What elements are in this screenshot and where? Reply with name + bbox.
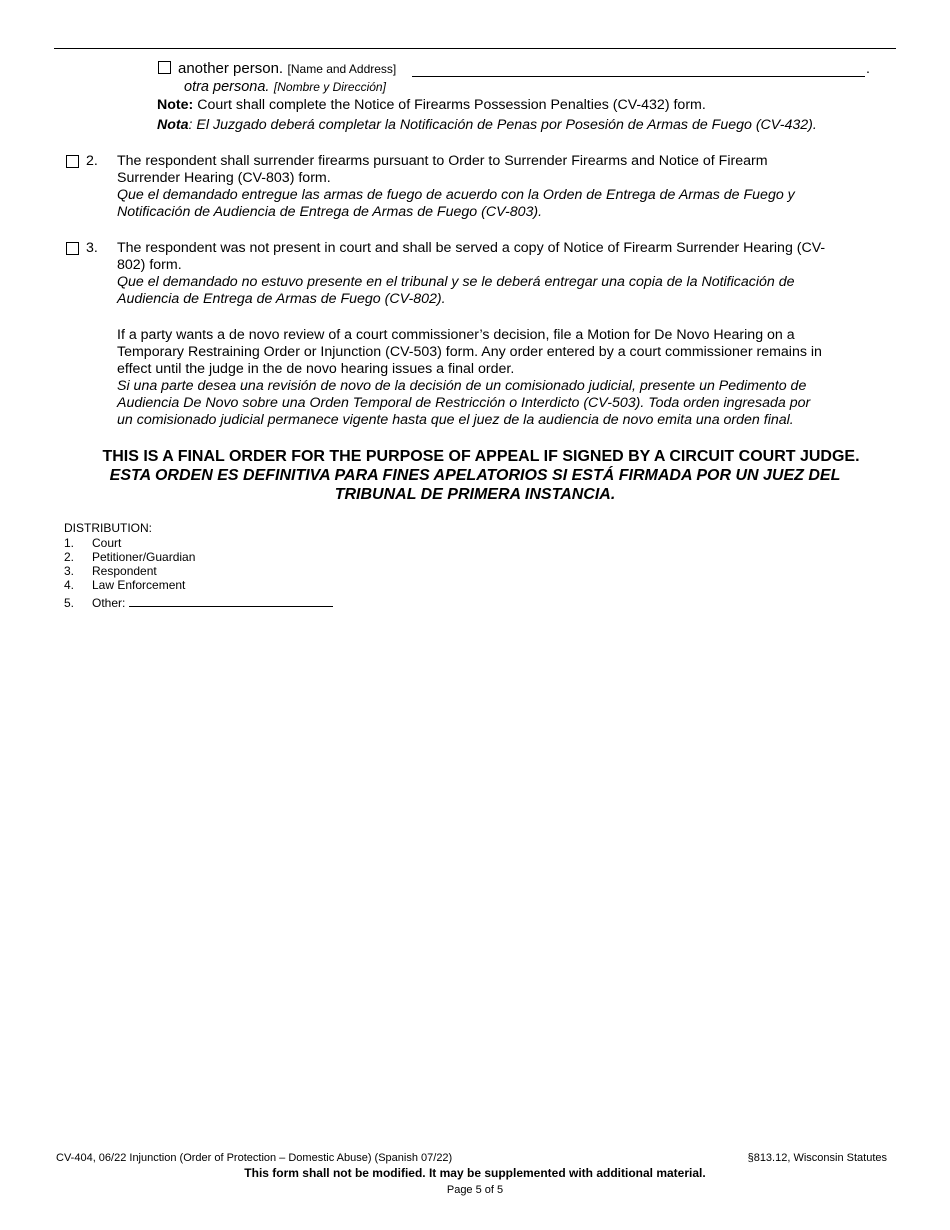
footer-statute: §813.12, Wisconsin Statutes <box>747 1152 887 1164</box>
distribution-item: 2. Petitioner/Guardian <box>64 550 196 564</box>
note-label: Note: <box>157 97 194 113</box>
item-2-number: 2. <box>86 153 98 169</box>
otra-persona-hint: [Nombre y Dirección] <box>273 80 386 94</box>
footer-form-id: CV-404, 06/22 Injunction (Order of Protection – Domestic Abuse) (Spanish 07/22) <box>56 1152 453 1164</box>
de-novo-es-line2: Audiencia De Novo sobre una Orden Temporal de Restricción o Interdicto (CV-503). Toda orden ingresada por <box>117 395 811 411</box>
item-3-es-line1: Que el demandado no estuvo presente en el tribunal y se le deberá entregar una copia de la Notificación de <box>117 274 795 290</box>
de-novo-es-line3: un comisionado judicial permanece vigente hasta que el juez de la audiencia de novo emita una orden final. <box>117 412 794 428</box>
item-3-text <box>117 240 825 308</box>
item-3-es-line2: Audiencia de Entrega de Armas de Fuego (CV-802). <box>117 291 446 307</box>
item-2-es-line2: Notificación de Audiencia de Entrega de Armas de Fuego (CV-803). <box>117 204 543 220</box>
de-novo-es-line1: Si una parte desea una revisión de novo de la decisión de un comisionado judicial, presente un Pedimento de <box>117 378 807 394</box>
item-2-en-line2: Surrender Hearing (CV-803) form. <box>117 170 331 186</box>
item-3-number: 3. <box>86 240 98 256</box>
item-3-en-line2: 802) form. <box>117 257 182 273</box>
item-2-es-line1: Que el demandado entregue las armas de fuego de acuerdo con la Orden de Entrega de Armas de Fuego y <box>117 187 795 203</box>
distribution-item: 1. Court <box>64 536 122 550</box>
item-2-checkbox[interactable] <box>66 155 79 168</box>
another-person-checkbox[interactable] <box>158 61 171 74</box>
note-line <box>157 97 706 114</box>
footer-notice: This form shall not be modified. It may be supplemented with additional material. <box>244 1166 706 1180</box>
final-order-es-line1: ESTA ORDEN ES DEFINITIVA PARA FINES APELATORIOS SI ESTÁ FIRMADA POR UN JUEZ DEL <box>109 467 841 484</box>
distribution-heading: DISTRIBUTION: <box>64 521 153 535</box>
another-person-hint: [Name and Address] <box>287 62 397 76</box>
distribution-item: 5. Other: <box>64 594 333 610</box>
nota-line <box>157 117 817 134</box>
another-person-label: another person. <box>178 60 284 77</box>
top-rule <box>54 48 896 49</box>
final-order-es-line2: TRIBUNAL DE PRIMERA INSTANCIA. <box>334 486 616 503</box>
final-order-en: THIS IS A FINAL ORDER FOR THE PURPOSE OF APPEAL IF SIGNED BY A CIRCUIT COURT JUDGE. <box>102 448 860 465</box>
item-2-en-line1: The respondent shall surrender firearms pursuant to Order to Surrender Firearms and Notice of Firearm <box>117 153 768 169</box>
note-text: Court shall complete the Notice of Firearms Possession Penalties (CV-432) form. <box>197 97 706 113</box>
de-novo-paragraph <box>117 327 822 429</box>
distribution-item: 4. Law Enforcement <box>64 578 186 592</box>
otra-persona-line <box>184 78 386 96</box>
de-novo-en-line1: If a party wants a de novo review of a court commissioner’s decision, file a Motion for De Novo Hearing on a <box>117 327 795 343</box>
distribution-other-field[interactable] <box>129 594 333 607</box>
item-3-en-line1: The respondent was not present in court and shall be served a copy of Notice of Firearm Surrender Hearing (CV- <box>117 240 826 256</box>
footer-page-number: Page 5 of 5 <box>446 1184 504 1196</box>
distribution-item: 3. Respondent <box>64 564 157 578</box>
item-2-text <box>117 153 795 221</box>
de-novo-en-line3: effect until the judge in the de novo hearing issues a final order. <box>117 361 515 377</box>
another-person-line <box>178 60 396 78</box>
distribution-list <box>64 536 333 610</box>
de-novo-en-line2: Temporary Restraining Order or Injunction (CV-503) form. Any order entered by a court commissioner remains in <box>117 344 822 360</box>
item-3-checkbox[interactable] <box>66 242 79 255</box>
another-person-trailing-period: . <box>866 61 870 77</box>
nota-label: Nota <box>157 117 189 133</box>
another-person-name-address-field[interactable] <box>412 61 865 77</box>
nota-text: : El Juzgado deberá completar la Notificación de Penas por Posesión de Armas de Fuego (CV-432). <box>188 117 817 133</box>
otra-persona-label: otra persona. <box>184 79 270 95</box>
